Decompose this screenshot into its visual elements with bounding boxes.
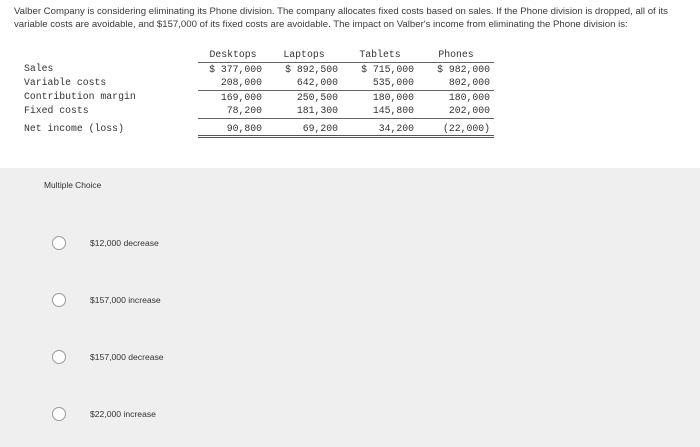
table-row-sales: [18, 62, 494, 76]
column-header-desktops: Desktops: [198, 48, 266, 62]
answer-option-label: $22,000 increase: [90, 409, 156, 419]
cell-value: 181,300: [266, 104, 342, 118]
cell-value: $ 715,000: [361, 63, 414, 75]
cell-value: (22,000): [418, 118, 494, 137]
multiple-choice-title: Multiple Choice: [44, 180, 102, 190]
cell-value: 78,200: [198, 104, 266, 118]
cell-value: 90,800: [198, 118, 266, 137]
answer-option-label: $157,000 increase: [90, 295, 161, 305]
table-header-row: [18, 48, 494, 62]
cell-value: $ 377,000: [209, 63, 262, 75]
cell-value: 34,200: [342, 118, 418, 137]
table-corner: [18, 48, 198, 62]
answer-option-label: $12,000 decrease: [90, 238, 159, 248]
cell-value: 202,000: [418, 104, 494, 118]
question-text: Valber Company is considering eliminating its Phone division. The company allocates fixed costs based on sales. If the Phone division is dropped, all of its variable costs are avoidable, and $157,000 of its fixed costs are avoidable. The impact on Valber's income from eliminating the Phone division is:: [14, 6, 668, 30]
radio-button-icon[interactable]: [52, 407, 66, 421]
cell-value: 535,000: [342, 76, 418, 90]
cell-value: 169,000: [220, 91, 262, 103]
row-label: Net income (loss): [24, 123, 124, 134]
row-label: Contribution margin: [24, 91, 136, 103]
row-label: Variable costs: [24, 77, 107, 89]
table-row-variable-costs: [18, 76, 494, 90]
cell-value: 642,000: [266, 76, 342, 90]
radio-button-icon[interactable]: [52, 293, 66, 307]
cell-value: 180,000: [448, 91, 490, 103]
column-header-tablets: Tablets: [342, 48, 418, 62]
cell-value: $ 892,500: [285, 63, 338, 75]
table-row-contribution-margin: [18, 90, 494, 104]
cell-value: 208,000: [198, 76, 266, 90]
radio-button-icon[interactable]: [52, 236, 66, 250]
answer-option-label: $157,000 decrease: [90, 352, 164, 362]
table-row-net-income: [18, 118, 494, 137]
cell-value: 802,000: [418, 76, 494, 90]
column-header-phones: Phones: [418, 48, 494, 62]
division-income-table: [18, 48, 494, 138]
row-label: Fixed costs: [24, 105, 89, 117]
cell-value: 69,200: [266, 118, 342, 137]
table-row-fixed-costs: [18, 104, 494, 118]
answer-option-3[interactable]: [52, 346, 452, 368]
row-label: Sales: [24, 63, 54, 75]
cell-value: 180,000: [372, 91, 414, 103]
cell-value: $ 982,000: [437, 63, 490, 75]
cell-value: 250,500: [296, 91, 338, 103]
answer-option-4[interactable]: [52, 403, 452, 425]
multiple-choice-panel: [0, 168, 700, 447]
column-header-laptops: Laptops: [266, 48, 342, 62]
cell-value: 145,800: [342, 104, 418, 118]
answer-option-2[interactable]: [52, 289, 452, 311]
radio-button-icon[interactable]: [52, 350, 66, 364]
answer-option-1[interactable]: [52, 232, 452, 254]
